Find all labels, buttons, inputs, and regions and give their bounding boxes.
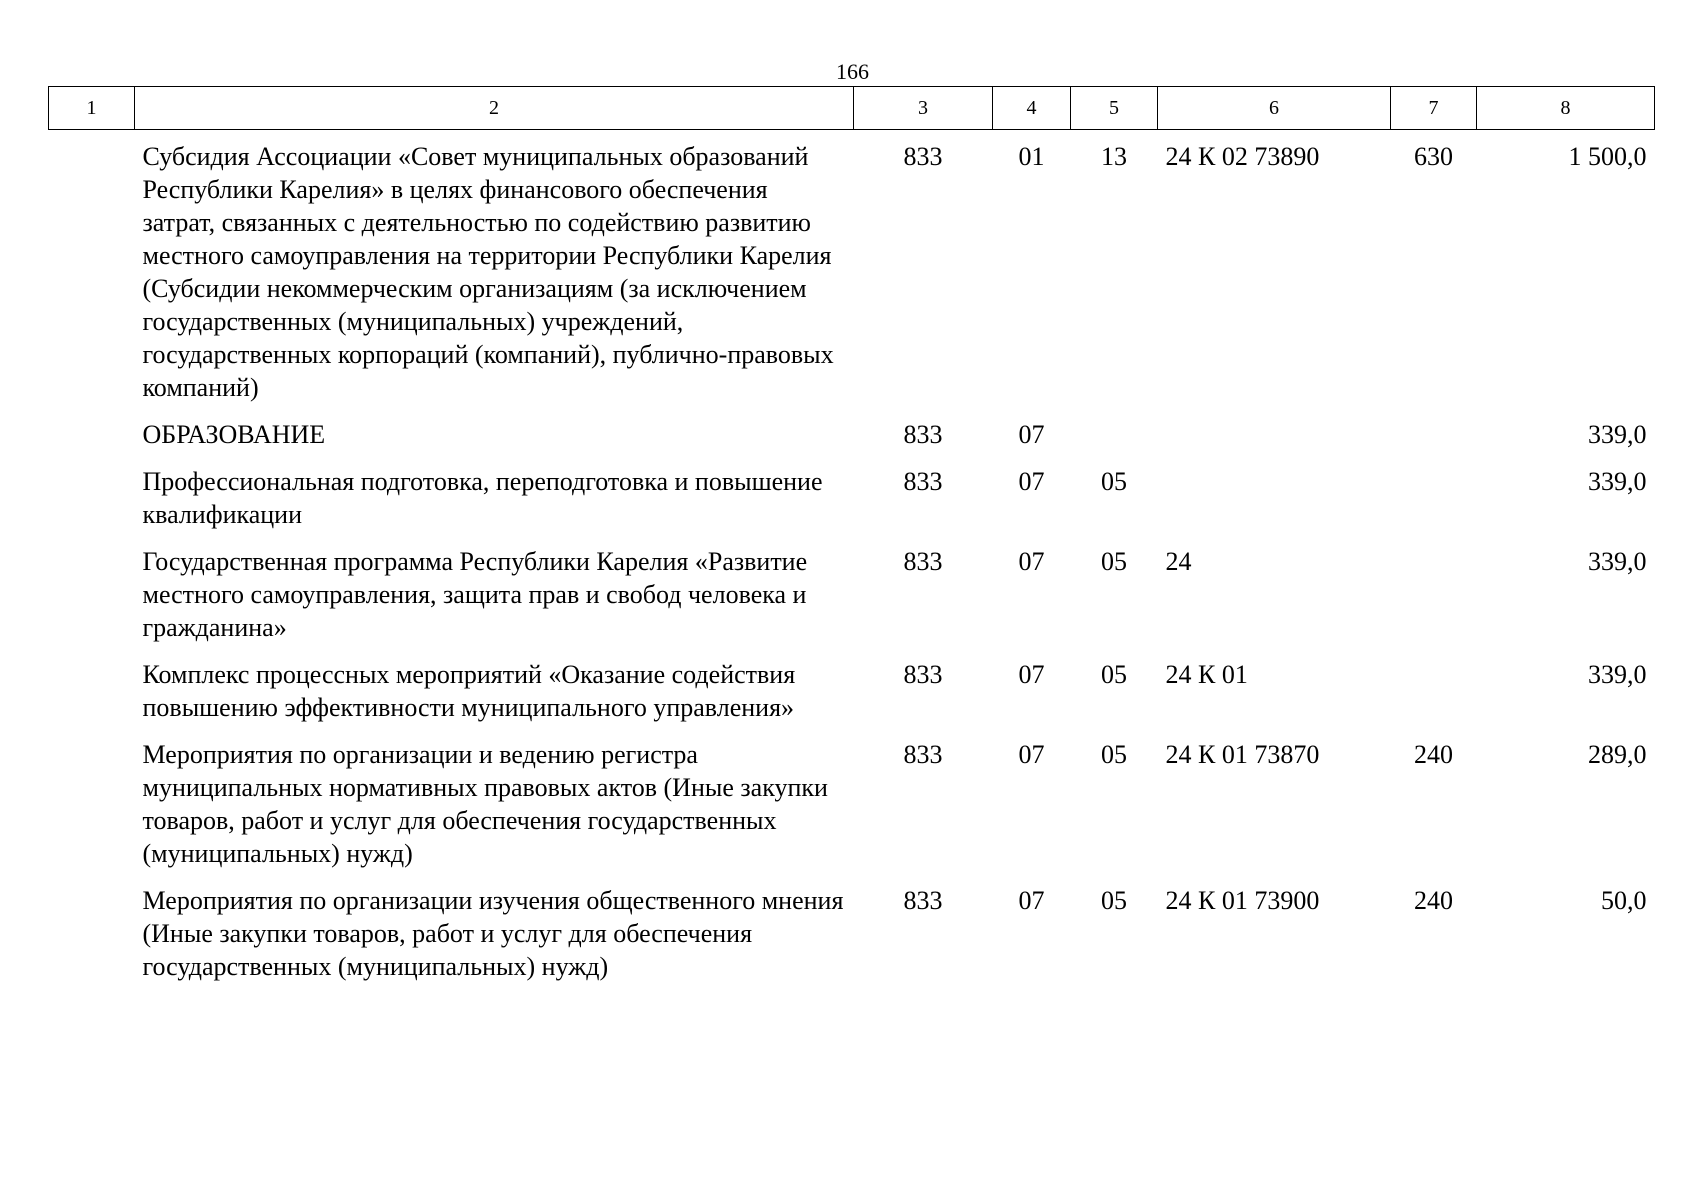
cell-col5 <box>1071 418 1158 465</box>
column-header: 3 <box>854 87 993 130</box>
cell-col7: 630 <box>1414 142 1453 171</box>
cell-col5: 05 <box>1101 660 1127 689</box>
table-row <box>49 545 1655 658</box>
cell-col7: 240 <box>1414 740 1453 769</box>
column-header: 7 <box>1391 87 1477 130</box>
cell-col7 <box>1391 545 1477 658</box>
column-number-header <box>49 87 1655 130</box>
column-header: 4 <box>993 87 1071 130</box>
cell-col8: 1 500,0 <box>1568 142 1647 171</box>
cell-col3: 833 <box>903 420 943 449</box>
cell-col3: 833 <box>903 547 943 576</box>
table-row <box>49 130 1655 419</box>
row-description: Мероприятия по организации изучения общественного мнения (Иные закупки товаров, работ и услуг для обеспечения государственных (муниципальных) нужд) <box>142 886 844 981</box>
page-number: 166 <box>836 59 869 84</box>
column-header: 2 <box>135 87 854 130</box>
cell-col4: 07 <box>1018 420 1045 449</box>
cell-col8: 339,0 <box>1588 547 1647 576</box>
column-header: 6 <box>1158 87 1391 130</box>
cell-col6: 24 К 02 73890 <box>1165 142 1320 171</box>
cell-col7 <box>1391 465 1477 545</box>
table-row <box>49 658 1655 738</box>
cell-col4: 07 <box>1018 886 1045 915</box>
table-row <box>49 738 1655 884</box>
cell-col8: 339,0 <box>1588 420 1647 449</box>
cell-col7: 240 <box>1414 886 1453 915</box>
cell-col8: 339,0 <box>1588 467 1647 496</box>
cell-col6 <box>1158 465 1391 545</box>
row-description: Профессиональная подготовка, переподготовка и повышение квалификации <box>142 467 823 529</box>
row-description: Мероприятия по организации и ведению регистра муниципальных нормативных правовых актов (Иные закупки товаров, работ и услуг для обеспечения государственных (муниципальных) нужд) <box>142 740 828 868</box>
row-description: ОБРАЗОВАНИЕ <box>142 420 326 449</box>
column-header: 5 <box>1071 87 1158 130</box>
cell-col4: 07 <box>1018 467 1045 496</box>
cell-col4: 07 <box>1018 547 1045 576</box>
cell-col5: 05 <box>1101 467 1127 496</box>
cell-col6: 24 К 01 73870 <box>1165 740 1320 769</box>
row-description: Комплекс процессных мероприятий «Оказание содействия повышению эффективности муниципального управления» <box>142 660 796 722</box>
column-header: 8 <box>1477 87 1655 130</box>
cell-col5: 13 <box>1101 142 1127 171</box>
cell-col3: 833 <box>903 886 943 915</box>
column-header: 1 <box>49 87 135 130</box>
row-description: Государственная программа Республики Карелия «Развитие местного самоуправления, защита прав и свобод человека и гражданина» <box>142 547 808 642</box>
cell-col4: 01 <box>1018 142 1045 171</box>
budget-table <box>48 86 1655 997</box>
cell-col4: 07 <box>1018 660 1045 689</box>
row-description: Субсидия Ассоциации «Совет муниципальных образований Республики Карелия» в целях финансового обеспечения затрат, связанных с деятельностью по содействию развитию местного самоуправления на территории Республики Карелия (Субсидии некоммерческим организациям (за исключением государственных (муниципальных) учреждений, государственных корпораций (компаний), публично-правовых компаний) <box>142 142 834 402</box>
table-row <box>49 884 1655 997</box>
cell-col3: 833 <box>903 660 943 689</box>
cell-col3: 833 <box>903 142 943 171</box>
cell-col7 <box>1391 658 1477 738</box>
cell-col6 <box>1158 418 1391 465</box>
cell-col5: 05 <box>1101 886 1127 915</box>
cell-col8: 339,0 <box>1588 660 1647 689</box>
table-row <box>49 465 1655 545</box>
cell-col4: 07 <box>1018 740 1045 769</box>
cell-col8: 289,0 <box>1588 740 1647 769</box>
cell-col5: 05 <box>1101 547 1127 576</box>
cell-col6: 24 К 01 <box>1165 660 1248 689</box>
cell-col8: 50,0 <box>1601 886 1647 915</box>
table-row <box>49 418 1655 465</box>
cell-col3: 833 <box>903 740 943 769</box>
cell-col3: 833 <box>903 467 943 496</box>
cell-col5: 05 <box>1101 740 1127 769</box>
cell-col7 <box>1391 418 1477 465</box>
cell-col6: 24 К 01 73900 <box>1165 886 1320 915</box>
cell-col6: 24 <box>1165 547 1192 576</box>
